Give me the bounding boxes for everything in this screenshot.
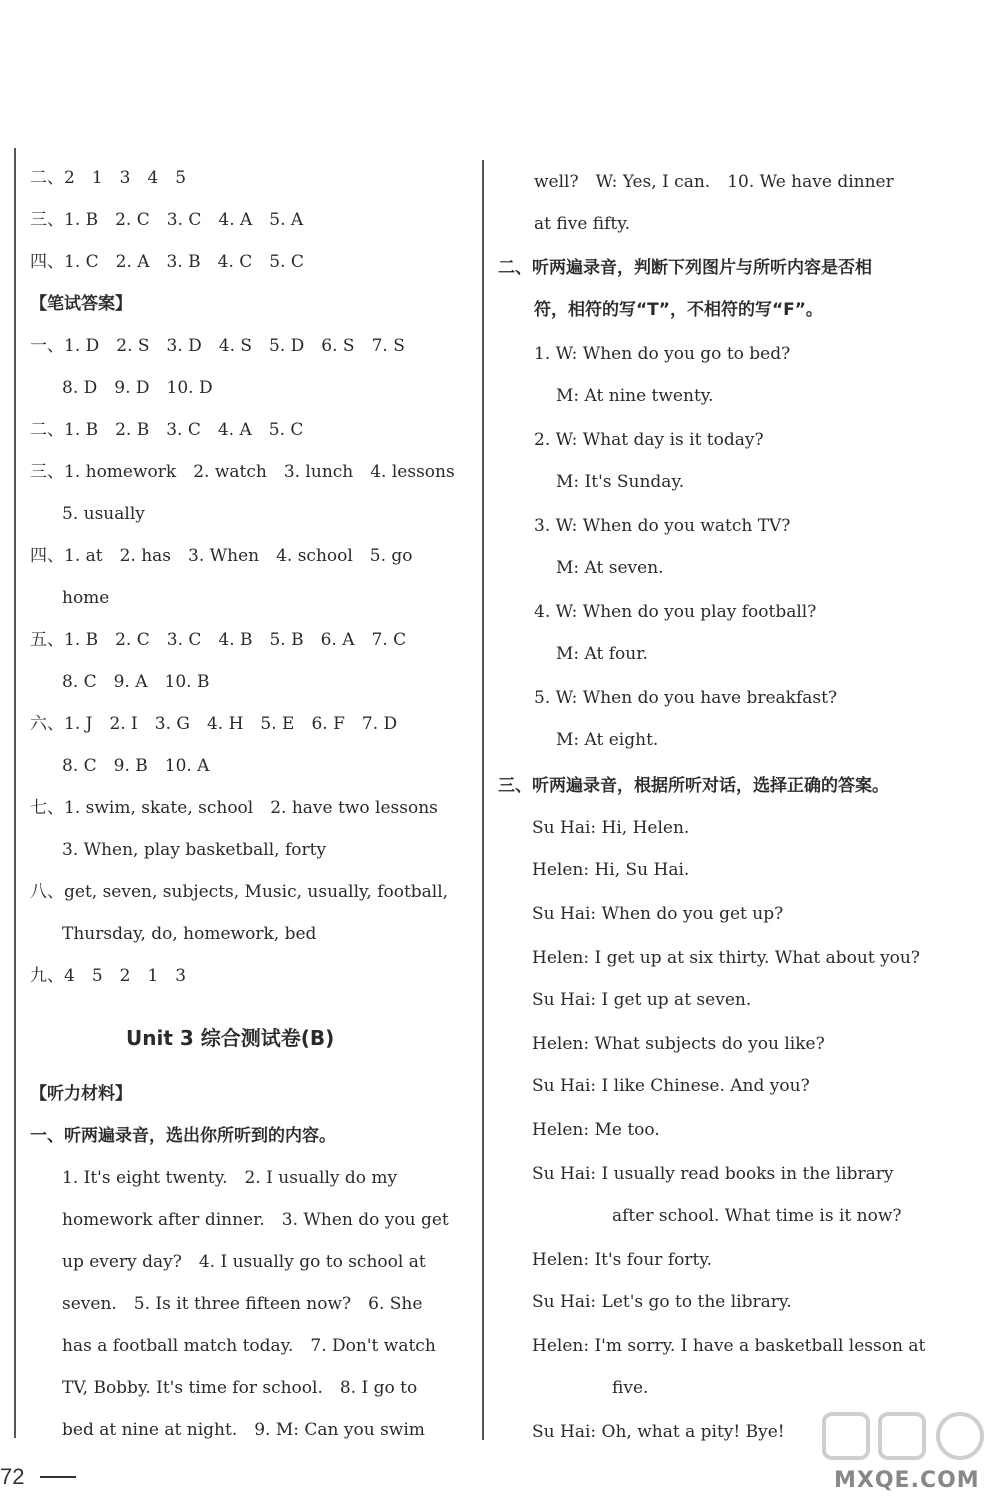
answer-line: 二、1. B 2. B 3. C 4. A 5. C bbox=[30, 420, 304, 440]
dialogue-line: Su Hai: When do you get up? bbox=[532, 904, 784, 924]
part3-heading: 三、听两遍录音，根据所听对话，选择正确的答案。 bbox=[498, 776, 889, 796]
answer-line: 8. C 9. A 10. B bbox=[62, 672, 210, 692]
answer-line: 四、1. C 2. A 3. B 4. C 5. C bbox=[30, 252, 304, 272]
part1-line: has a football match today. 7. Don't watch bbox=[62, 1336, 436, 1356]
watermark-text: MXQE.COM bbox=[834, 1468, 980, 1493]
left-margin-rule bbox=[14, 148, 16, 1438]
part2-heading: 二、听两遍录音，判断下列图片与所听内容是否相 bbox=[498, 258, 872, 278]
section-title: Unit 3 综合测试卷(B) bbox=[126, 1026, 335, 1050]
answer-line: 三、1. homework 2. watch 3. lunch 4. lessons bbox=[30, 462, 455, 482]
dialogue-line: Helen: I'm sorry. I have a basketball lesson at bbox=[532, 1336, 926, 1356]
part1-line: TV, Bobby. It's time for school. 8. I go to bbox=[62, 1378, 418, 1398]
answer-line: 3. When, play basketball, forty bbox=[62, 840, 327, 860]
part1-line: up every day? 4. I usually go to school at bbox=[62, 1252, 426, 1272]
answer-line: 八、get, seven, subjects, Music, usually, football, bbox=[30, 882, 449, 902]
answer-line: 四、1. at 2. has 3. When 4. school 5. go bbox=[30, 546, 413, 566]
answer-line: 六、1. J 2. I 3. G 4. H 5. E 6. F 7. D bbox=[30, 714, 398, 734]
listening-heading: 【听力材料】 bbox=[30, 1084, 132, 1104]
part2-heading: 符，相符的写“T”，不相符的写“F”。 bbox=[534, 300, 823, 320]
dialogue-line: five. bbox=[612, 1378, 649, 1398]
page-number-rule bbox=[40, 1476, 76, 1478]
part2-line: 3. W: When do you watch TV? bbox=[534, 516, 791, 536]
part1-continuation: well? W: Yes, I can. 10. We have dinner bbox=[534, 172, 894, 192]
answer-line: 九、4 5 2 1 3 bbox=[30, 966, 187, 986]
page-number: 72 bbox=[0, 1464, 25, 1489]
column-divider bbox=[482, 160, 484, 1440]
part2-line: M: At nine twenty. bbox=[556, 386, 714, 406]
part2-line: 5. W: When do you have breakfast? bbox=[534, 688, 838, 708]
answer-line: home bbox=[62, 588, 110, 608]
dialogue-line: Helen: It's four forty. bbox=[532, 1250, 713, 1270]
answer-line: 五、1. B 2. C 3. C 4. B 5. B 6. A 7. C bbox=[30, 630, 407, 650]
part2-line: M: At four. bbox=[556, 644, 648, 664]
part2-line: M: It's Sunday. bbox=[556, 472, 685, 492]
dialogue-line: Helen: What subjects do you like? bbox=[532, 1034, 825, 1054]
dialogue-line: after school. What time is it now? bbox=[612, 1206, 902, 1226]
part1-line: bed at nine at night. 9. M: Can you swim bbox=[62, 1420, 425, 1440]
part2-line: 1. W: When do you go to bed? bbox=[534, 344, 791, 364]
answer-line: 8. D 9. D 10. D bbox=[62, 378, 213, 398]
answer-line: 5. usually bbox=[62, 504, 145, 524]
answer-line: 七、1. swim, skate, school 2. have two lessons bbox=[30, 798, 438, 818]
answer-line: 二、2 1 3 4 5 bbox=[30, 168, 187, 188]
written-answers-heading: 【笔试答案】 bbox=[30, 294, 132, 314]
dialogue-line: Helen: Me too. bbox=[532, 1120, 660, 1140]
dialogue-line: Helen: I get up at six thirty. What about you? bbox=[532, 948, 920, 968]
dialogue-line: Su Hai: I usually read books in the library bbox=[532, 1164, 894, 1184]
dialogue-line: Su Hai: I get up at seven. bbox=[532, 990, 752, 1010]
answer-line: 8. C 9. B 10. A bbox=[62, 756, 210, 776]
part2-line: M: At eight. bbox=[556, 730, 659, 750]
part1-continuation: at five fifty. bbox=[534, 214, 630, 234]
dialogue-line: Su Hai: Hi, Helen. bbox=[532, 818, 690, 838]
part1-line: 1. It's eight twenty. 2. I usually do my bbox=[62, 1168, 398, 1188]
part1-line: homework after dinner. 3. When do you get bbox=[62, 1210, 449, 1230]
dialogue-line: Su Hai: Let's go to the library. bbox=[532, 1292, 792, 1312]
dialogue-line: Helen: Hi, Su Hai. bbox=[532, 860, 690, 880]
dialogue-line: Su Hai: I like Chinese. And you? bbox=[532, 1076, 810, 1096]
answer-line: 一、1. D 2. S 3. D 4. S 5. D 6. S 7. S bbox=[30, 336, 405, 356]
answer-line: 三、1. B 2. C 3. C 4. A 5. A bbox=[30, 210, 304, 230]
dialogue-line: Su Hai: Oh, what a pity! Bye! bbox=[532, 1422, 785, 1442]
part1-heading: 一、听两遍录音，选出你所听到的内容。 bbox=[30, 1126, 336, 1146]
part2-line: M: At seven. bbox=[556, 558, 664, 578]
part2-line: 2. W: What day is it today? bbox=[534, 430, 764, 450]
answer-line: Thursday, do, homework, bed bbox=[62, 924, 317, 944]
part2-line: 4. W: When do you play football? bbox=[534, 602, 817, 622]
part1-line: seven. 5. Is it three fifteen now? 6. She bbox=[62, 1294, 423, 1314]
